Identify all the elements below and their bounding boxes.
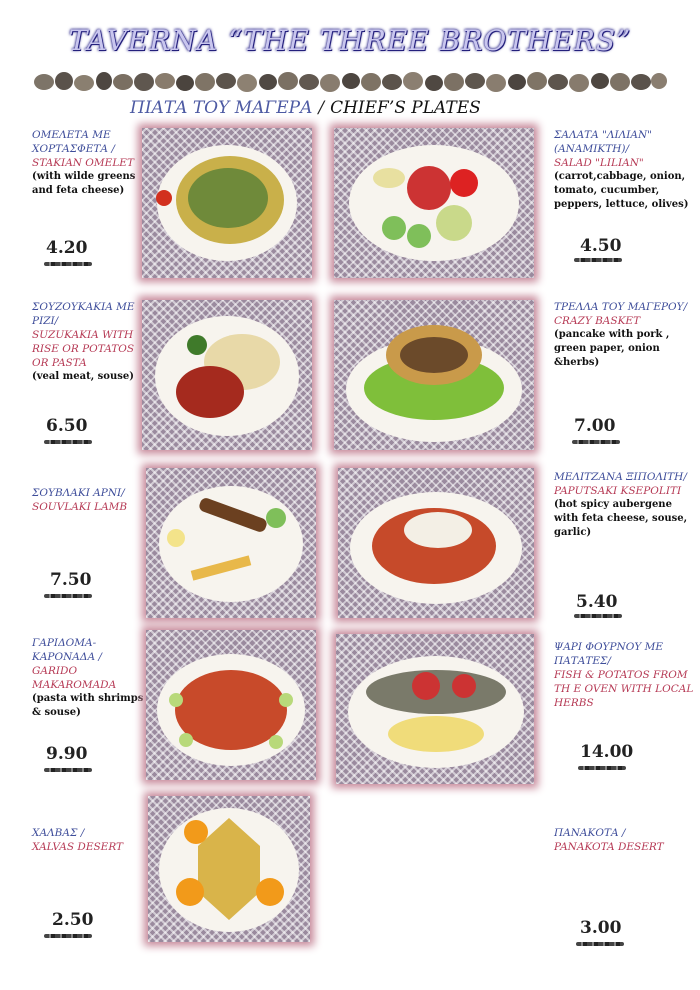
item-description: (hot spicy aubergene with feta cheese, souse, garlic) — [554, 499, 688, 538]
item-price: 4.50 — [580, 236, 622, 256]
item-name-english: GARIDO MAKAROMADA — [32, 665, 117, 691]
price-underline — [44, 934, 92, 938]
dish-photo-omelet — [142, 128, 312, 278]
item-name-english: SOUVLAKI LAMB — [32, 501, 128, 513]
item-name-english: CRAZY BASKET — [554, 315, 641, 327]
price-underline — [574, 258, 622, 262]
item-name-greek: ΜΕΛΙΤΖΑΝΑ ΞΙΠΟΛΙΤΗ/ — [554, 471, 687, 483]
item-description: (with wilde greens and feta cheese) — [32, 171, 136, 196]
price-underline — [578, 766, 626, 770]
item-price: 6.50 — [46, 416, 88, 436]
item-name-english: XALVAS DESERT — [32, 841, 124, 853]
menu-title: TAVERNA “THE THREE BROTHERS” — [68, 24, 632, 57]
menu-item-salad — [554, 128, 694, 212]
item-name-greek: ΧΑΛΒΑΣ / — [32, 827, 85, 839]
dish-photo-crazy-basket — [334, 300, 534, 450]
item-name-greek: ΣΟΥΒΛΑΚΙ ΑΡΝΙ/ — [32, 487, 125, 499]
dish-photo-suzukakia — [142, 300, 312, 450]
item-price: 7.50 — [50, 570, 92, 590]
dish-photo-xalvas — [148, 796, 310, 942]
price-underline — [44, 768, 92, 772]
item-name-greek: ΠΑΝΑΚΟΤΑ / — [554, 827, 626, 839]
item-price: 14.00 — [580, 742, 634, 762]
menu-item-omelet — [32, 128, 148, 198]
dish-photo-aubergine — [338, 468, 534, 618]
item-price: 4.20 — [46, 238, 88, 258]
price-underline — [44, 594, 92, 598]
item-description: (pasta with shrimps & souse) — [32, 693, 144, 718]
item-name-greek: ΟΜΕΛΕΤΑ ΜΕ ΧΟΡΤΑΣΦΕΤΑ / — [32, 129, 115, 155]
item-price: 7.00 — [574, 416, 616, 436]
item-price: 3.00 — [580, 918, 622, 938]
menu-item-xalvas — [32, 826, 148, 854]
menu-item-aubergine — [554, 470, 694, 540]
item-name-greek: ΓΑΡΙΔΟΜΑ-ΚΑΡΟΝΑΔΑ / — [32, 637, 102, 663]
menu-item-souvlaki — [32, 486, 148, 514]
item-name-greek: ΣΟΥΖΟΥΚΑΚΙΑ ΜΕ ΡΙΖΙ/ — [32, 301, 135, 327]
item-name-english: PAPUTSAKI KSEPOLITI — [554, 485, 682, 497]
item-description: (carrot,cabbage, onion, tomato, cucumber, peppers, lettuce, olives) — [554, 171, 689, 210]
price-underline — [44, 262, 92, 266]
dish-photo-salad — [334, 128, 534, 278]
menu-item-crazy-basket — [554, 300, 694, 370]
item-name-english: SALAD "LILIAN" — [554, 157, 644, 169]
item-name-greek: ΣΑΛΑΤΑ "ΛΙΛΙΑΝ" (ΑΝΑΜΙΚΤΗ)/ — [554, 129, 652, 155]
dish-photo-souvlaki — [146, 468, 316, 618]
price-underline — [572, 440, 620, 444]
item-name-english: STAKIAN OMELET — [32, 157, 134, 169]
dish-photo-garido — [146, 630, 316, 780]
subtitle-separator: / — [318, 98, 325, 118]
item-name-english: PANAKOTA DESERT — [554, 841, 664, 853]
pebble-border — [34, 68, 668, 96]
item-name-greek: ΨΑΡΙ ΦΟΥΡΝΟΥ ΜΕ ΠΑΤΑΤΕΣ/ — [554, 641, 664, 667]
item-description: (pancake with pork , green paper, onion &herbs) — [554, 329, 670, 368]
subtitle-english: CHIEF’S PLATES — [330, 98, 481, 118]
item-description: (veal meat, souse) — [32, 371, 134, 382]
item-price: 9.90 — [46, 744, 88, 764]
item-price: 2.50 — [52, 910, 94, 930]
price-underline — [574, 614, 622, 618]
item-name-greek: ΤΡΕΛΛΑ ΤΟΥ ΜΑΓΕΡΟΥ/ — [554, 301, 688, 313]
section-subtitle — [130, 98, 481, 118]
item-name-english: FISH & POTATOS FROM TH E OVEN WITH LOCAL HERBS — [554, 669, 694, 709]
item-name-english: SUZUKAKIA WITH RISE OR POTATOS OR PASTA — [32, 329, 135, 369]
subtitle-greek: ΠΙΑΤΑ ΤΟΥ ΜΑΓΕΡΑ — [130, 98, 313, 118]
item-price: 5.40 — [576, 592, 618, 612]
dish-photo-fish — [336, 634, 534, 784]
menu-item-garido — [32, 636, 148, 720]
menu-item-panakota — [554, 826, 694, 854]
menu-item-suzukakia — [32, 300, 148, 384]
menu-item-fish — [554, 640, 694, 710]
price-underline — [44, 440, 92, 444]
price-underline — [576, 942, 624, 946]
